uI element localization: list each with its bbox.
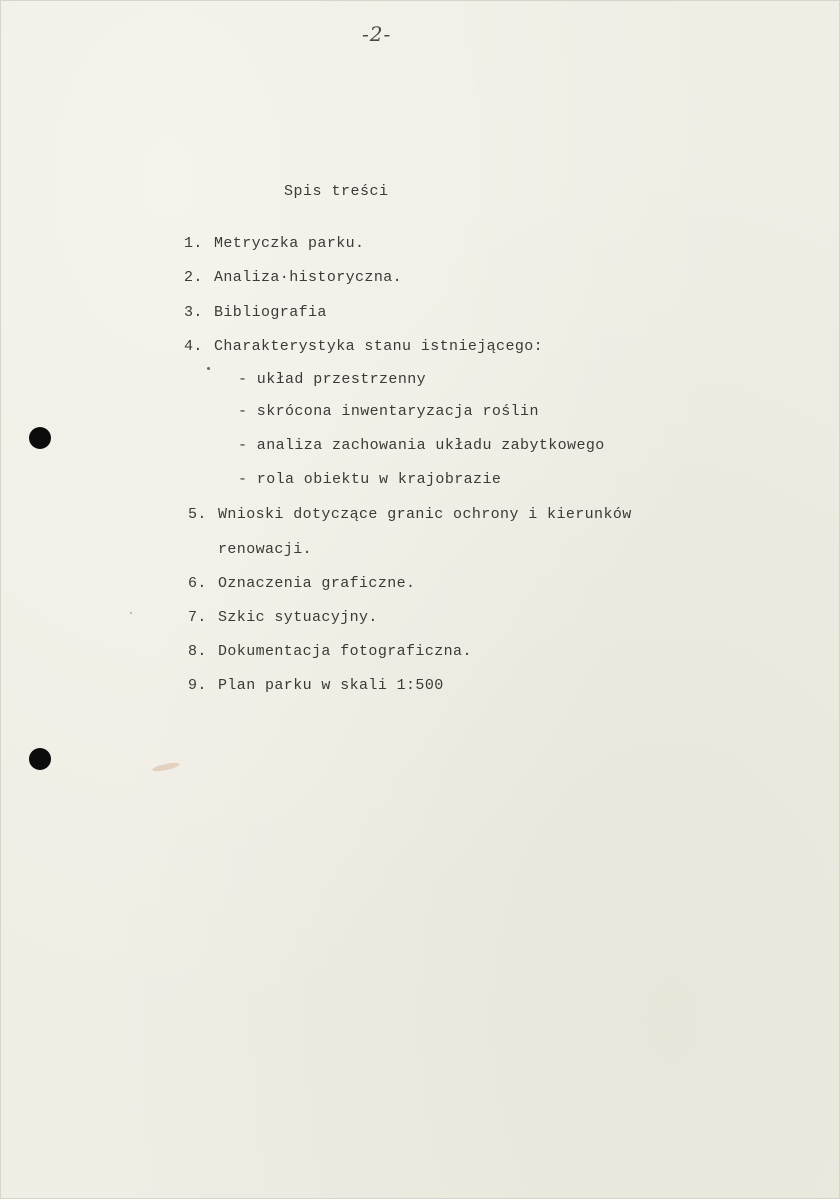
toc-item-number: 5. — [188, 506, 207, 523]
ink-speck — [207, 367, 210, 370]
toc-item-2 — [184, 269, 402, 286]
toc-item-number: 9. — [188, 677, 207, 694]
page-number: -2- — [362, 22, 392, 46]
toc-item-6 — [188, 575, 415, 592]
toc-subitem-1: - układ przestrzenny — [238, 371, 427, 388]
toc-item-text: Analiza·historyczna. — [214, 269, 403, 286]
toc-item-text: Charakterystyka stanu istniejącego: — [214, 338, 544, 355]
toc-item-text: Szkic sytuacyjny. — [218, 609, 378, 626]
paper-stain — [152, 761, 181, 773]
toc-item-text: Wnioski dotyczące granic ochrony i kierunków — [218, 506, 632, 523]
toc-item-number: 7. — [188, 609, 207, 626]
toc-item-text: Bibliografia — [214, 304, 327, 321]
toc-item-7 — [188, 609, 378, 626]
toc-title: Spis treści — [284, 183, 389, 200]
punch-hole-bottom — [29, 748, 51, 770]
toc-item-text: Plan parku w skali 1:500 — [218, 677, 444, 694]
toc-item-number: 6. — [188, 575, 207, 592]
toc-item-5-continuation: renowacji. — [218, 541, 313, 558]
toc-item-number: 8. — [188, 643, 207, 660]
toc-item-number: 3. — [184, 304, 203, 321]
toc-item-5 — [188, 506, 632, 523]
toc-item-1 — [184, 235, 364, 252]
toc-item-text: Dokumentacja fotograficzna. — [218, 643, 472, 660]
toc-item-number: 1. — [184, 235, 203, 252]
toc-subitem-2: - skrócona inwentaryzacja roślin — [238, 403, 539, 420]
toc-subitem-3: - analiza zachowania układu zabytkowego — [238, 437, 605, 454]
toc-item-4 — [184, 338, 543, 355]
toc-item-8 — [188, 643, 472, 660]
punch-hole-top — [29, 427, 51, 449]
toc-item-number: 4. — [184, 338, 203, 355]
ink-speck — [130, 612, 132, 614]
toc-item-3 — [184, 304, 327, 321]
toc-item-number: 2. — [184, 269, 203, 286]
toc-subitem-4: - rola obiektu w krajobrazie — [238, 471, 502, 488]
toc-item-text: Oznaczenia graficzne. — [218, 575, 416, 592]
toc-item-9 — [188, 677, 444, 694]
toc-item-text: Metryczka parku. — [214, 235, 365, 252]
